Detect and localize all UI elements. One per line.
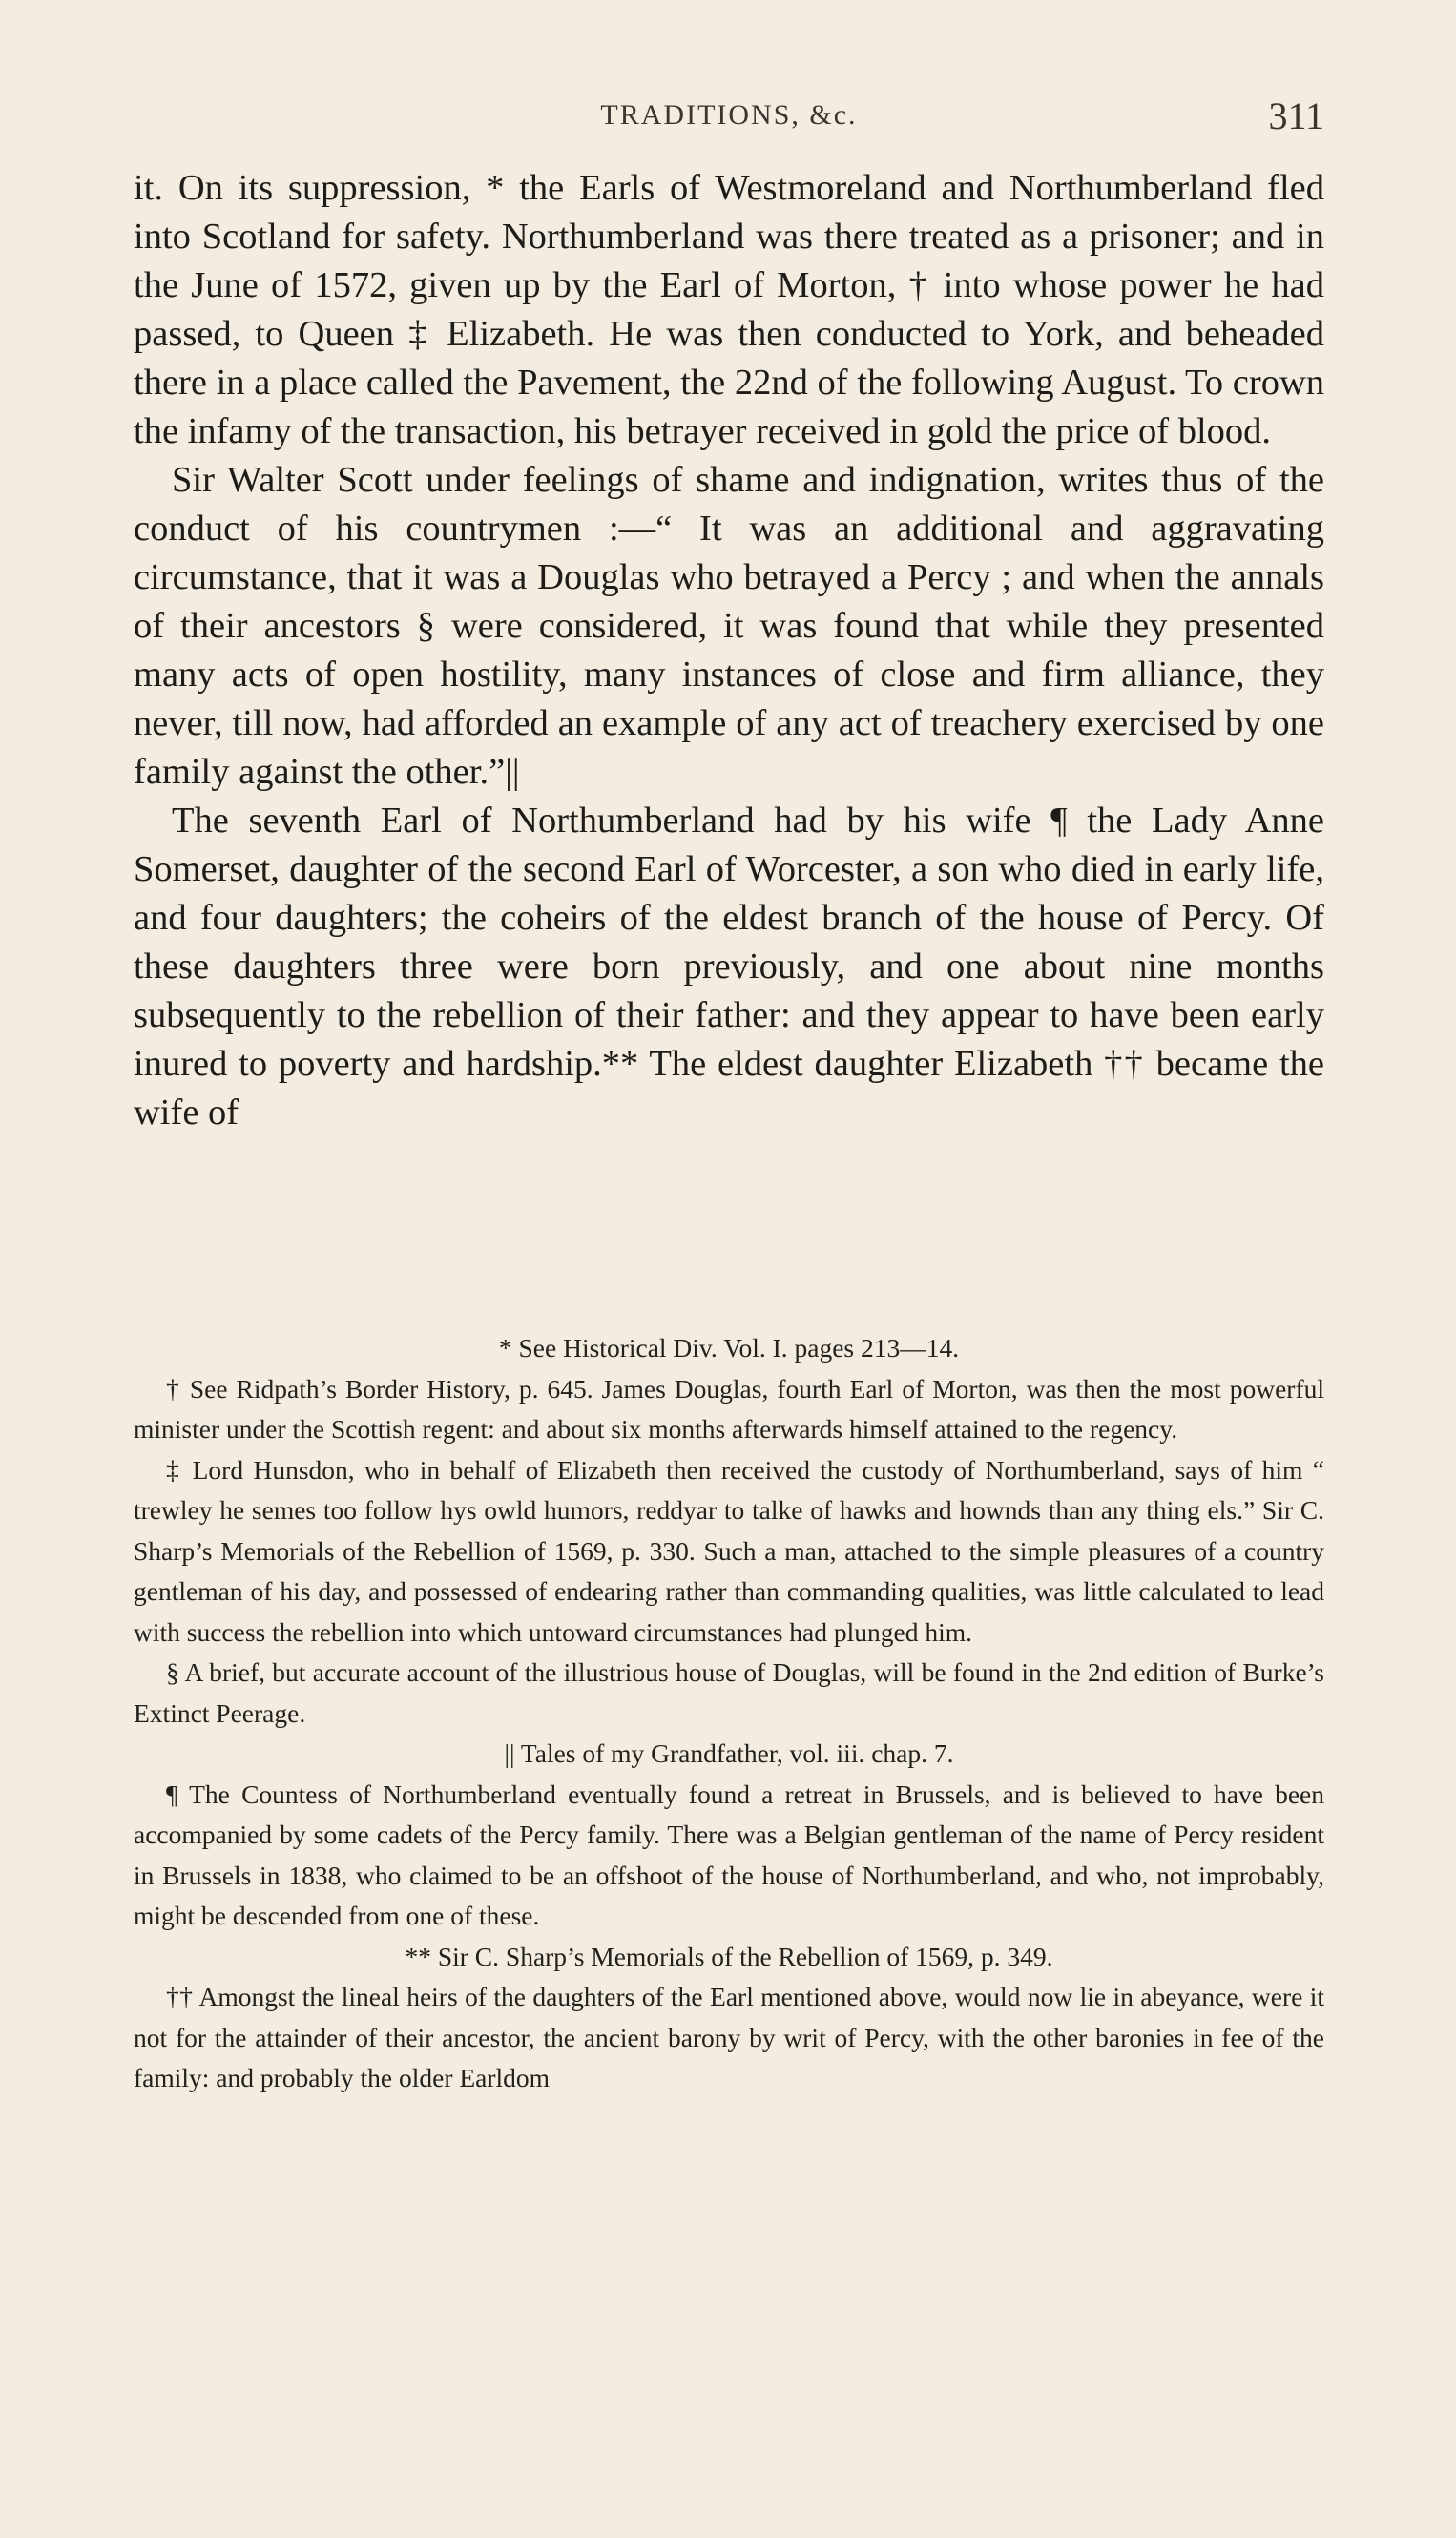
main-text <box>134 164 1324 1137</box>
footnote: ¶ The Countess of Northumberland eventually found a retreat in Brussels, and is believed to have been accompanied by some cadets of the Percy family. There was a Belgian gentleman of the name of Percy resident in Brussels in 1838, who claimed to be an offshoot of the house of Northumberland, and who, not improbably, might be descended from one of these. <box>134 1779 1324 1930</box>
body-paragraph: The seventh Earl of Northumberland had by his wife ¶ the Lady Anne Somerset, daughter of the second Earl of Worcester, a son who died in early life, and four daughters; the coheirs of the eldest branch of the house of Percy. Of these daughters three were born previously, and one about nine months subsequently to the rebellion of their father: and they appear to have been early inured to poverty and hardship.** The eldest daughter Elizabeth †† became the wife of <box>134 801 1324 1133</box>
footnote: †† Amongst the lineal heirs of the daughters of the Earl mentioned above, would now lie in abeyance, were it not for the attainder of their ancestor, the ancient barony by writ of Percy, with the other baronies in fee of the family: and probably the older Earldom <box>134 1982 1324 2092</box>
footnote: ** Sir C. Sharp’s Memorials of the Rebellion of 1569, p. 349. <box>405 1941 1053 1971</box>
page-number: 311 <box>1268 94 1324 137</box>
footnote: || Tales of my Grandfather, vol. iii. chap. 7. <box>504 1738 954 1768</box>
running-title: TRADITIONS, &c. <box>600 99 858 131</box>
footnote: * See Historical Div. Vol. I. pages 213—14. <box>498 1333 960 1363</box>
footnote: § A brief, but accurate account of the illustrious house of Douglas, will be found in the 2nd edition of Burke’s Extinct Peerage. <box>134 1657 1324 1728</box>
footnotes <box>134 1328 1324 2099</box>
footnote: † See Ridpath’s Border History, p. 645. James Douglas, fourth Earl of Morton, was then the most powerful minister under the Scottish regent: and about six months afterwards himself attained to the regency. <box>134 1373 1324 1444</box>
page-header <box>134 94 1324 141</box>
body-paragraph: it. On its suppression, * the Earls of Westmoreland and Northumberland fled into Scotland for safety. Northumberland was there treated as a prisoner; and in the June of 1572, given up by the Earl of Morton, † into whose power he had passed, to Queen ‡ Elizabeth. He was then conducted to York, and beheaded there in a place called the Pavement, the 22nd of the following August. To crown the infamy of the transaction, his betrayer received in gold the price of blood. <box>134 168 1324 451</box>
footnote: ‡ Lord Hunsdon, who in behalf of Elizabeth then received the custody of Northumberland, says of him “ trewley he semes too follow hys owld humors, reddyar to talke of hawks and hownds than any thing els.” Sir C. Sharp’s Memorials of the Rebellion of 1569, p. 330. Such a man, attached to the simple pleasures of a country gentleman of his day, and possessed of endearing rather than commanding qualities, was little calculated to lead with success the rebellion into which untoward circumstances had plunged him. <box>134 1454 1324 1647</box>
body-paragraph: Sir Walter Scott under feelings of shame and indignation, writes thus of the conduct of his countrymen :—“ It was an additional and aggravating circumstance, that it was a Douglas who betrayed a Percy ; and when the annals of their ancestors § were considered, it was found that while they presented many acts of open hostility, many instances of close and firm alliance, they never, till now, had afforded an example of any act of treachery exercised by one family against the other.”|| <box>134 460 1324 792</box>
